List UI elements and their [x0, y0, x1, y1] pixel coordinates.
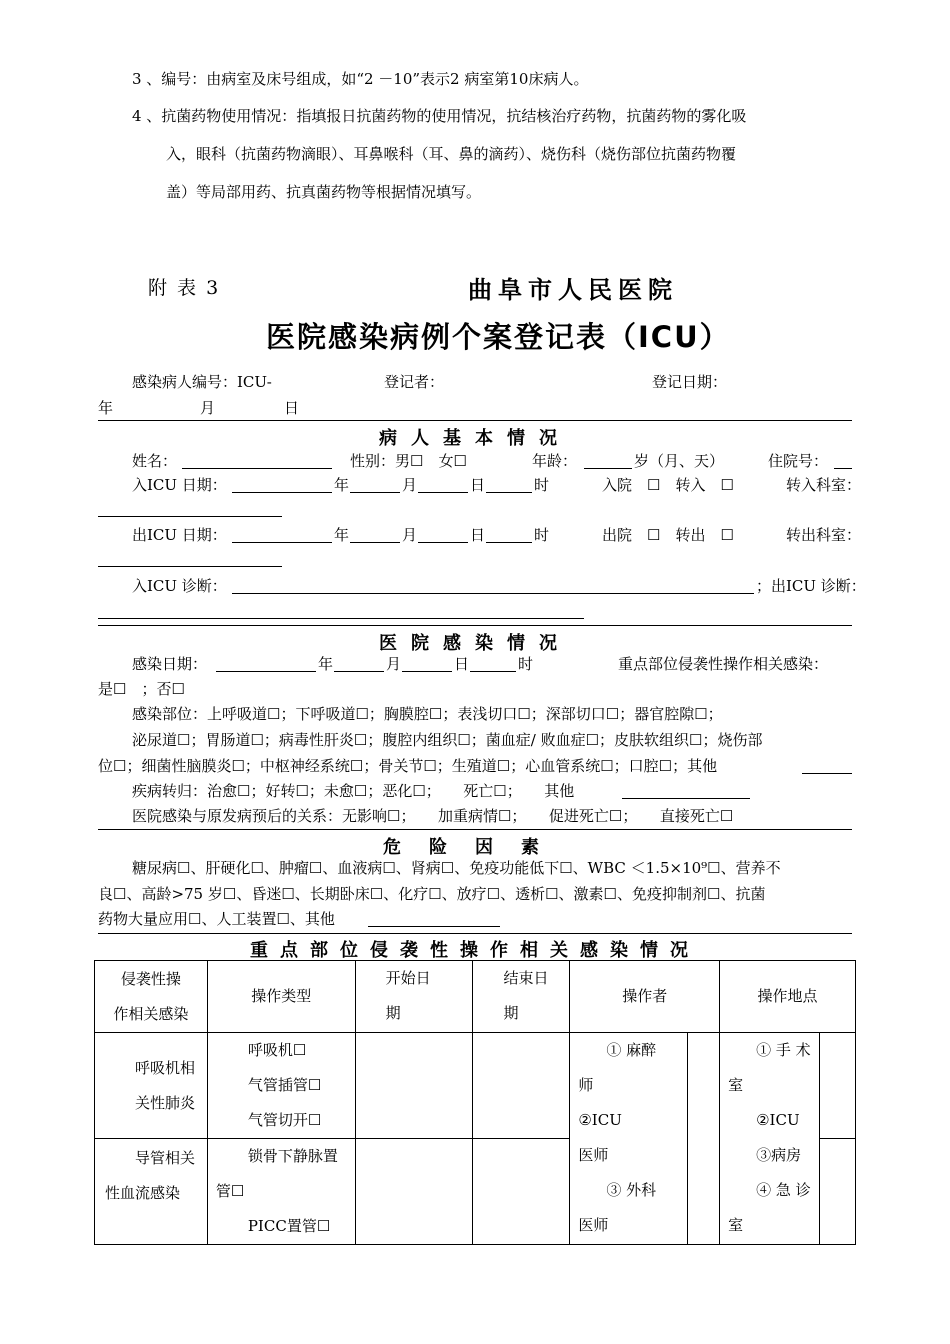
outcome-options[interactable]: 疾病转归：治愈☐；好转☐；未愈☐；恶化☐； 死亡☐； 其他: [132, 782, 575, 800]
name-field[interactable]: [182, 452, 332, 469]
header-operator: 操作者: [570, 961, 720, 1033]
row-catheter-end-date-cell[interactable]: [473, 1139, 570, 1245]
infection-site-line-3[interactable]: 位☐；细菌性脑膜炎☐；中枢神经系统☐；骨关节☐；生殖道☐；心血管系统☐；口腔☐；其他: [98, 757, 718, 775]
in-icu-day-field[interactable]: [418, 476, 468, 493]
in-icu-date-label: 入ICU 日期：: [132, 476, 227, 494]
in-icu-month-unit: 月: [402, 476, 418, 494]
out-icu-date-label: 出ICU 日期：: [132, 526, 227, 544]
age-label: 年龄：: [532, 452, 578, 470]
in-icu-day-unit: 日: [470, 476, 486, 494]
inpatient-no-label: 住院号：: [768, 452, 829, 470]
section-basic-title: 病人基本情况: [379, 428, 571, 449]
reg-month: 月: [200, 399, 216, 417]
place-options[interactable]: ① 手 术 室 ②ICU ③病房 ④ 急 诊 室: [720, 1033, 820, 1245]
risk-other-field[interactable]: [368, 910, 500, 927]
section-infection-title: 医院感染情况: [379, 633, 571, 654]
invasive-related-question: 重点部位侵袭性操作相关感染：: [618, 655, 829, 673]
transfer-in-dept-field[interactable]: [98, 500, 282, 517]
infection-month-unit: 月: [386, 655, 402, 673]
transfer-out-dept-label: 转出科室：: [786, 526, 862, 544]
age-unit: 岁（月、天）: [634, 452, 725, 470]
note-4-line-2: 入，眼科（抗菌药物滴眼）、耳鼻喉科（耳、鼻的滴药）、烧伤科（烧伤部位抗菌药物覆: [166, 145, 737, 163]
name-label: 姓名：: [132, 452, 178, 470]
note-4-line-1: 4 、抗菌药物使用情况：指填报日抗菌药物的使用情况，抗结核治疗药物，抗菌药物的雾化吸: [132, 107, 747, 125]
inpatient-no-field[interactable]: [834, 452, 852, 469]
risk-factors-line-2[interactable]: 良☐、高龄>75 岁☐、昏迷☐、长期卧床☐、化疗☐、放疗☐、透析☐、激素☐、免疫抑制剂☐、抗菌: [98, 885, 766, 903]
infection-hour-field[interactable]: [470, 655, 516, 672]
transfer-in-dept-label: 转入科室：: [786, 476, 862, 494]
header-operation-type: 操作类型: [207, 961, 355, 1033]
invasive-related-options[interactable]: 是☐ ；否☐: [98, 680, 185, 698]
infection-date-label: 感染日期：: [132, 655, 208, 673]
row-ventilator-pneumonia-label: 呼吸机相 关性肺炎: [95, 1033, 208, 1139]
section-risk-title: 危险因素: [383, 837, 567, 858]
out-icu-year-unit: 年: [334, 526, 350, 544]
in-icu-diagnosis-field[interactable]: [232, 577, 754, 594]
note-3: 3 、编号：由病室及床号组成，如“2 －10”表示2 病室第10床病人。: [132, 70, 589, 88]
note-4-line-3: 盖）等局部用药、抗真菌药物等根据情况填写。: [166, 183, 482, 201]
infection-year-field[interactable]: [216, 655, 316, 672]
in-icu-hour-field[interactable]: [486, 476, 532, 493]
infection-year-unit: 年: [318, 655, 334, 673]
infection-hour-unit: 时: [518, 655, 534, 673]
section-invasive-title: 重点部位侵袭性操作相关感染情况: [250, 940, 700, 961]
infection-site-other-field[interactable]: [802, 757, 852, 774]
form-title: 医院感染病例个案登记表（ICU）: [266, 320, 731, 354]
out-icu-month-field[interactable]: [350, 526, 400, 543]
infection-day-field[interactable]: [402, 655, 452, 672]
place-check-cell-2[interactable]: [820, 1139, 856, 1245]
in-icu-year-field[interactable]: [232, 476, 332, 493]
table-row: [95, 1033, 856, 1139]
out-icu-diagnosis-field[interactable]: [98, 602, 584, 619]
out-icu-hour-unit: 时: [534, 526, 550, 544]
reg-year: 年: [98, 399, 114, 417]
out-icu-day-unit: 日: [470, 526, 486, 544]
out-icu-hour-field[interactable]: [486, 526, 532, 543]
risk-factors-line-3[interactable]: 药物大量应用☐、人工装置☐、其他: [98, 910, 335, 928]
infection-site-line-1[interactable]: 感染部位：上呼吸道☐；下呼吸道☐；胸膜腔☐；表浅切口☐；深部切口☐；器官腔隙☐；: [132, 705, 723, 723]
invasive-procedure-table: [94, 960, 856, 1245]
row-catheter-bloodstream-label: 导管相关 性血流感染: [95, 1139, 208, 1245]
out-icu-month-unit: 月: [402, 526, 418, 544]
hospital-name: 曲阜市人民医院: [468, 276, 678, 304]
operator-check-cell[interactable]: [688, 1033, 720, 1245]
transfer-out-dept-field[interactable]: [98, 550, 282, 567]
header-end-date: 结束日 期: [473, 961, 570, 1033]
in-icu-month-field[interactable]: [350, 476, 400, 493]
out-icu-day-field[interactable]: [418, 526, 468, 543]
row-ventilator-end-date-cell[interactable]: [473, 1033, 570, 1139]
discharge-transfer-out-options[interactable]: 出院 ☐ 转出 ☐: [602, 526, 734, 544]
sex-options[interactable]: 性别：男☐ 女☐: [350, 452, 467, 470]
row-catheter-bloodstream-types[interactable]: 锁骨下静脉置 管☐ PICC置管☐: [207, 1139, 355, 1245]
header-operation-place: 操作地点: [720, 961, 856, 1033]
outcome-other-field[interactable]: [622, 782, 750, 799]
infection-month-field[interactable]: [334, 655, 384, 672]
in-icu-year-unit: 年: [334, 476, 350, 494]
prognosis-relation-options[interactable]: 医院感染与原发病预后的关系：无影响☐； 加重病情☐； 促进死亡☐； 直接死亡☐: [132, 807, 734, 825]
table-header-row: [95, 961, 856, 1033]
divider: [98, 625, 852, 626]
row-catheter-start-date-cell[interactable]: [355, 1139, 473, 1245]
in-icu-diagnosis-label: 入ICU 诊断：: [132, 577, 227, 595]
risk-factors-line-1[interactable]: 糖尿病☐、肝硬化☐、肿瘤☐、血液病☐、肾病☐、免疫功能低下☐、WBC ＜1.5×10⁹☐、营养不: [132, 859, 781, 877]
out-icu-year-field[interactable]: [232, 526, 332, 543]
row-ventilator-start-date-cell[interactable]: [355, 1033, 473, 1139]
header-start-date: 开始日 期: [355, 961, 473, 1033]
divider: [98, 829, 852, 830]
infection-site-line-2[interactable]: 泌尿道☐；胃肠道☐；病毒性肝炎☐；腹腔内组织☐；菌血症/ 败血症☐；皮肤软组织☐；烧伤部: [132, 731, 763, 749]
in-icu-hour-unit: 时: [534, 476, 550, 494]
out-icu-diagnosis-label: ；出ICU 诊断：: [756, 577, 866, 595]
divider: [98, 420, 852, 421]
reg-day: 日: [284, 399, 300, 417]
register-date-label: 登记日期：: [652, 373, 728, 391]
admit-transfer-in-options[interactable]: 入院 ☐ 转入 ☐: [602, 476, 734, 494]
attachment-label: 附 表 3: [148, 277, 221, 299]
operator-options[interactable]: ① 麻醉 师 ②ICU 医师 ③ 外科 医师: [570, 1033, 688, 1245]
header-infection-type: 侵袭性操 作相关感染: [95, 961, 208, 1033]
place-check-cell-1[interactable]: [820, 1033, 856, 1139]
registrar-label: 登记者：: [384, 373, 445, 391]
row-ventilator-pneumonia-types[interactable]: 呼吸机☐ 气管插管☐ 气管切开☐: [207, 1033, 355, 1139]
age-field[interactable]: [584, 452, 632, 469]
divider: [98, 933, 852, 934]
infection-day-unit: 日: [454, 655, 470, 673]
patient-no-label: 感染病人编号：ICU-: [132, 373, 272, 391]
